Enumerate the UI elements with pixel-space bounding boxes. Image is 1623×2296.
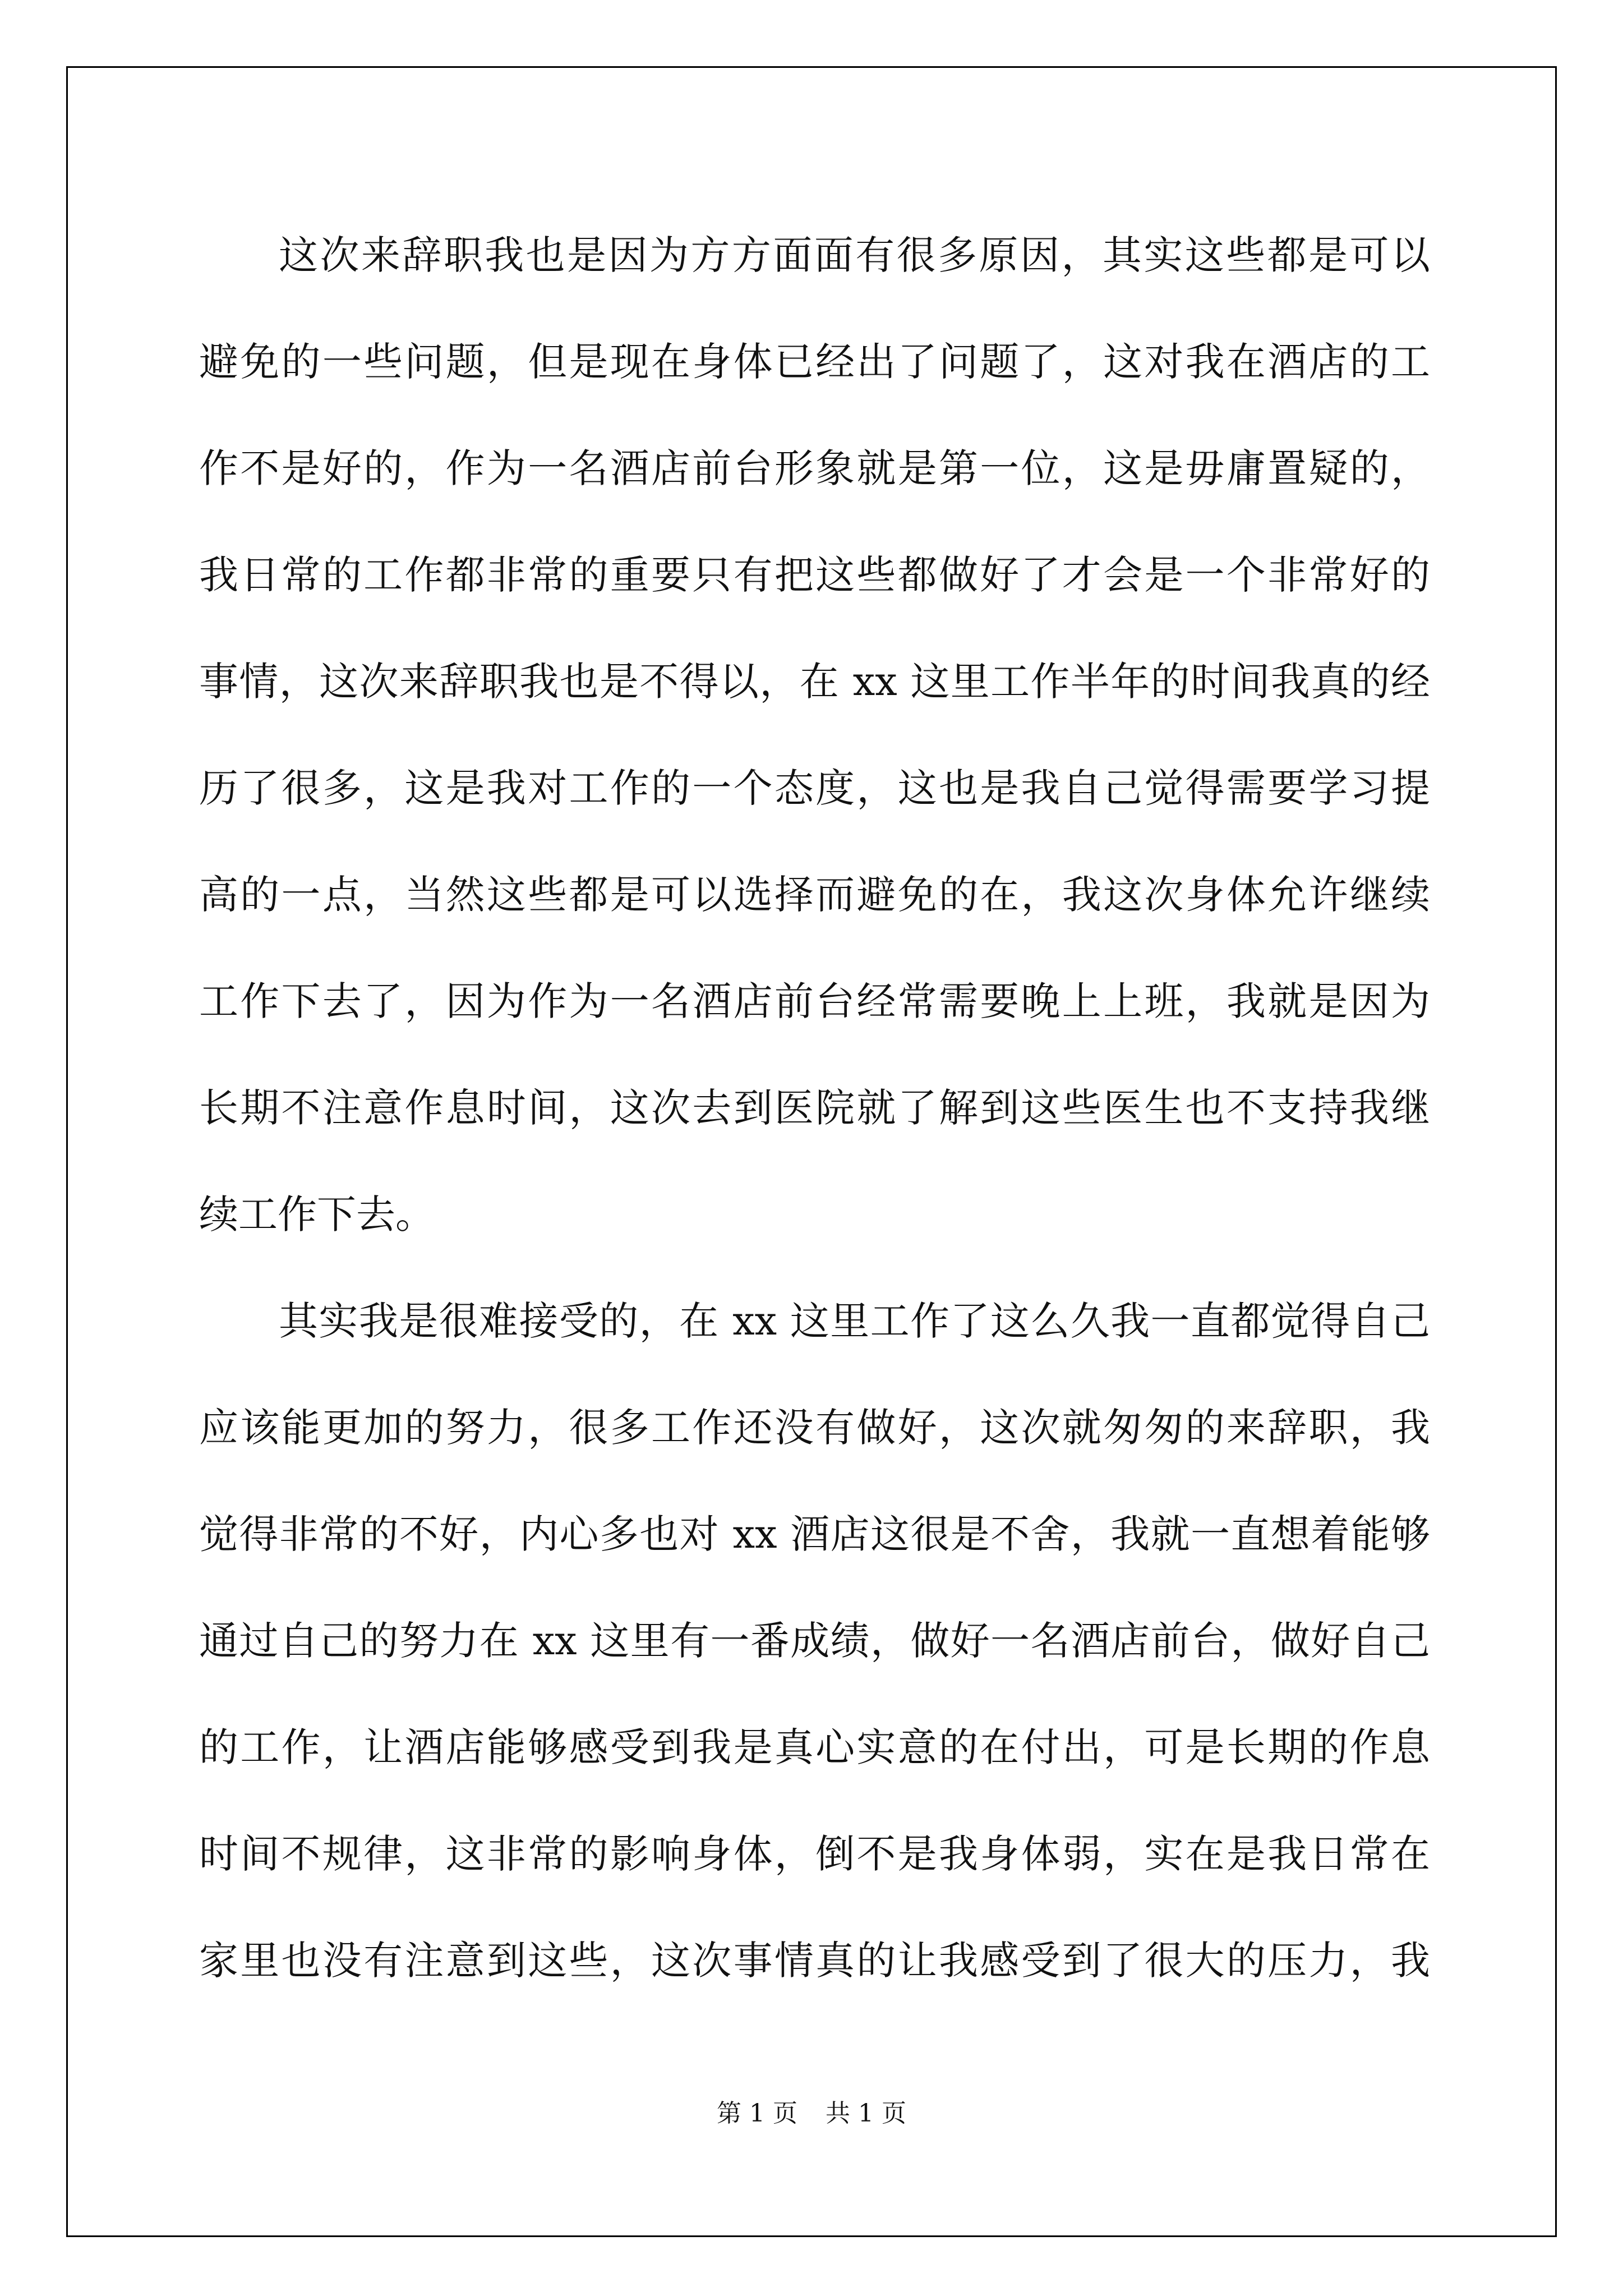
text-line: 工作下去了，因为作为一名酒店前台经常需要晚上上班，我就是因为 (199, 978, 1430, 1024)
text-line: 续工作下去。 (199, 1191, 435, 1237)
text-line: 时间不规律，这非常的影响身体，倒不是我身体弱，实在是我日常在 (199, 1831, 1430, 1877)
text-line: 高的一点，当然这些都是可以选择而避免的在，我这次身体允许继续 (199, 872, 1430, 918)
text-line: 这次来辞职我也是因为方方面面有很多原因，其实这些都是可以 (279, 232, 1430, 278)
text-line: 的工作，让酒店能够感受到我是真心实意的在付出，可是长期的作息 (199, 1724, 1430, 1770)
text-line: 通过自己的努力在 xx 这里有一番成绩，做好一名酒店前台，做好自己 (199, 1618, 1430, 1664)
page-total: 共 1 页 (826, 2099, 906, 2128)
text-line: 事情，这次来辞职我也是不得以，在 xx 这里工作半年的时间我真的经 (199, 659, 1430, 705)
text-line: 作不是好的，作为一名酒店前台形象就是第一位，这是毋庸置疑的， (199, 445, 1430, 491)
text-line: 其实我是很难接受的，在 xx 这里工作了这么久我一直都觉得自己 (279, 1298, 1430, 1344)
text-line: 避免的一些问题，但是现在身体已经出了问题了，这对我在酒店的工 (199, 339, 1430, 385)
document-body (199, 202, 1430, 2014)
text-line: 历了很多，这是我对工作的一个态度，这也是我自己觉得需要学习提 (199, 765, 1430, 811)
text-line: 应该能更加的努力，很多工作还没有做好，这次就匆匆的来辞职，我 (199, 1405, 1430, 1451)
text-line: 觉得非常的不好，内心多也对 xx 酒店这很是不舍，我就一直想着能够 (199, 1511, 1430, 1557)
text-line: 我日常的工作都非常的重要只有把这些都做好了才会是一个非常好的 (199, 552, 1430, 598)
page-number: 第 1 页 (717, 2099, 797, 2128)
page-footer (0, 2097, 1623, 2131)
text-line: 长期不注意作息时间，这次去到医院就了解到这些医生也不支持我继 (199, 1085, 1430, 1131)
text-line: 家里也没有注意到这些，这次事情真的让我感受到了很大的压力，我 (199, 1938, 1430, 1984)
